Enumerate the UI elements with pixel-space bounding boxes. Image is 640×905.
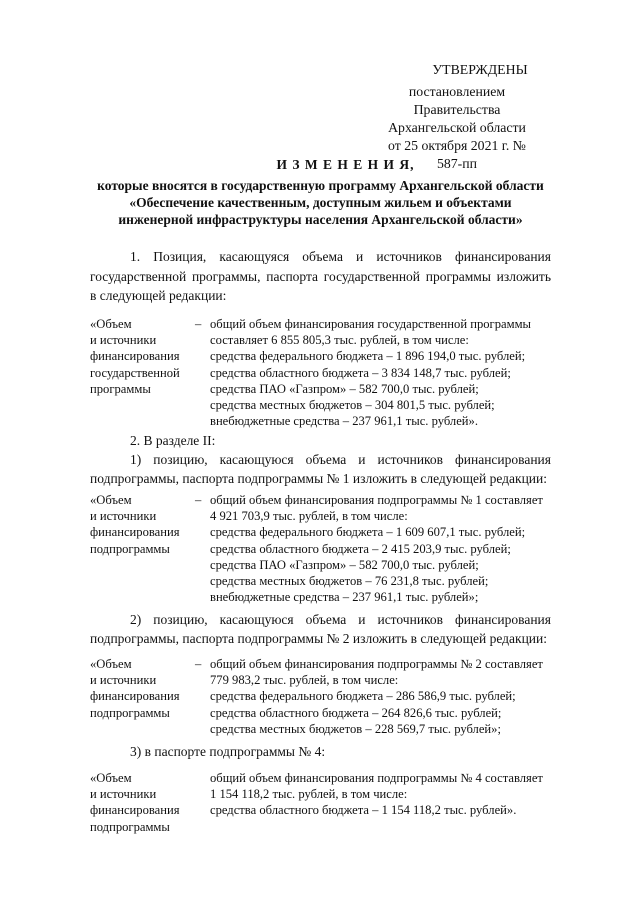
table-dash: – [195,657,202,671]
label-line: и источники [90,509,157,524]
value-line: общий объем финансирования государственной программы [210,317,532,331]
value-line: средства федерального бюджета – 286 586,9 тыс. рублей; [210,689,516,704]
paragraph-line: в следующей редакции: [90,288,227,303]
value-line: внебюджетные средства – 237 961,1 тыс. рублей»; [210,590,479,605]
item-2-2-paragraph [90,610,551,648]
label-line: подпрограммы [90,541,170,556]
paragraph-line: 1. Позиция, касающуяся объема и источников финансирования [130,249,551,264]
label-line: и источники [90,787,157,802]
value-line: средства областного бюджета – 264 826,6 тыс. рублей; [210,705,502,720]
label-line: «Объем [90,771,132,785]
table-label-column [90,316,194,397]
label-line: программы [90,381,151,396]
item-2-paragraph [90,431,551,488]
financing-table-subprogram-4 [0,770,640,836]
label-line: «Объем [90,657,132,671]
value-line: общий объем финансирования подпрограммы № 1 составляет [210,493,543,507]
label-line: финансирования [90,525,180,540]
financing-table-subprogram-2 [0,656,640,738]
item-1-paragraph [90,247,551,306]
table-label-column [90,656,194,721]
paragraph-line: 1) позицию, касающуюся объема и источников финансирования [130,452,551,467]
label-line: подпрограммы [90,819,170,834]
section-heading: 3) в паспорте подпрограммы № 4: [130,744,326,759]
item-2-3-paragraph [90,742,551,761]
title-line: «Обеспечение качественным, доступным жильем и объектами [129,195,512,210]
value-line: средства федерального бюджета – 1 896 194,0 тыс. рублей; [210,349,526,364]
title-line: которые вносятся в государственную программу Архангельской области [97,178,544,193]
value-line: 779 983,2 тыс. рублей, в том числе: [210,673,399,688]
label-line: подпрограммы [90,705,170,720]
table-value-column [210,492,550,605]
table-value-column [210,656,550,737]
value-line: средства местных бюджетов – 76 231,8 тыс. рублей; [210,574,489,589]
label-line: государственной [90,365,180,380]
document-title [90,156,551,228]
financing-table-state-program [0,316,640,431]
label-line: и источники [90,673,157,688]
label-line: финансирования [90,803,180,818]
financing-table-subprogram-1 [0,492,640,607]
label-line: «Объем [90,317,132,331]
table-label-column [90,770,194,835]
value-line: средства областного бюджета – 1 154 118,2 тыс. рублей». [210,803,517,818]
paragraph-line: 2) позицию, касающуюся объема и источников финансирования [130,612,551,627]
value-line: средства областного бюджета – 2 415 203,9 тыс. рублей; [210,541,511,556]
label-line: финансирования [90,689,180,704]
table-dash: – [195,493,202,507]
approval-line-decree: постановлением Правительства [408,84,506,117]
value-line: внебюджетные средства – 237 961,1 тыс. рублей». [210,414,478,429]
approval-line-date: от 25 октября 2021 г. № 587-пп [388,138,526,171]
value-line: 1 154 118,2 тыс. рублей, в том числе: [210,787,408,802]
paragraph-line: подпрограммы, паспорта подпрограммы № 1 изложить в следующей редакции: [90,471,548,486]
value-line: средства ПАО «Газпром» – 582 700,0 тыс. рублей; [210,557,479,572]
value-line: 4 921 703,9 тыс. рублей, в том числе: [210,509,408,524]
paragraph-line: государственной программы, паспорта государственной программы изложить [90,268,551,284]
value-line: средства областного бюджета – 3 834 148,7 тыс. рублей; [210,365,511,380]
approved-label: УТВЕРЖДЕНЫ [432,62,528,77]
approval-line-region: Архангельской области [388,120,526,135]
table-value-column [210,316,550,429]
paragraph-line: подпрограммы, паспорта подпрограммы № 2 изложить в следующей редакции: [90,631,548,646]
value-line: общий объем финансирования подпрограммы № 4 составляет [210,771,543,785]
label-line: и источники [90,333,157,348]
value-line: средства федерального бюджета – 1 609 607,1 тыс. рублей; [210,525,526,540]
title-heading: И З М Е Н Е Н И Я, [276,157,415,172]
title-line: инженерной инфраструктуры населения Архангельской области» [118,212,523,227]
value-line: средства местных бюджетов – 228 569,7 тыс. рублей»; [210,721,501,736]
table-label-column [90,492,194,557]
table-dash: – [195,317,202,331]
value-line: средства местных бюджетов – 304 801,5 тыс. рублей; [210,398,495,413]
label-line: «Объем [90,493,132,507]
value-line: общий объем финансирования подпрограммы № 2 составляет [210,657,543,671]
section-heading: 2. В разделе II: [130,433,216,448]
table-value-column [210,770,550,819]
value-line: средства ПАО «Газпром» – 582 700,0 тыс. рублей; [210,381,479,396]
value-line: составляет 6 855 805,3 тыс. рублей, в том числе: [210,333,469,348]
label-line: финансирования [90,349,180,364]
